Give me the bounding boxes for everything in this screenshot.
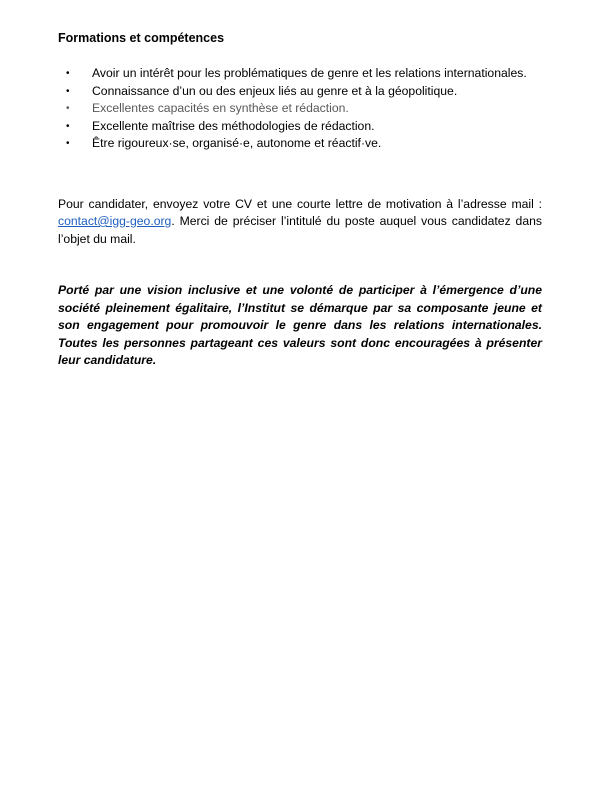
- list-item-text: Excellente maîtrise des méthodologies de rédaction.: [92, 118, 375, 133]
- list-item-text: Connaissance d’un ou des enjeux liés au genre et à la géopolitique.: [92, 83, 458, 98]
- skills-list: [58, 65, 542, 153]
- bullet-icon: •: [66, 68, 70, 79]
- application-text-before: Pour candidater, envoyez votre CV et une courte lettre de motivation à l’adresse mail :: [58, 196, 542, 211]
- bullet-icon: •: [66, 120, 70, 132]
- email-link[interactable]: contact@igg-geo.org: [58, 214, 172, 228]
- list-item: [58, 65, 542, 83]
- inclusion-statement: Porté par une vision inclusive et une volonté de participer à l’émergence d’une société pleinement égalitaire, l’Institut se démarque par sa composante jeune et son engagement pour promouvoir le genre dans les relations internationales. Toutes les personnes partageant ces valeurs sont donc encouragées à présenter leur candidature.: [58, 283, 542, 367]
- list-item: [58, 100, 542, 118]
- list-item: [58, 135, 542, 153]
- list-item-text: Être rigoureux·se, organisé·e, autonome et réactif·ve.: [92, 136, 382, 150]
- application-paragraph: [58, 196, 542, 249]
- bullet-icon: •: [66, 85, 70, 97]
- bullet-icon: •: [66, 103, 70, 114]
- application-text-after: . Merci de préciser l’intitulé du poste auquel vous candidatez dans l’objet du mail.: [58, 214, 542, 246]
- document-page: [58, 30, 542, 370]
- list-item: [58, 83, 542, 101]
- list-item-text: Excellentes capacités en synthèse et rédaction.: [92, 101, 349, 115]
- bullet-icon: •: [66, 138, 70, 149]
- list-item: [58, 118, 542, 136]
- list-item-text: Avoir un intérêt pour les problématiques de genre et les relations internationales.: [92, 66, 527, 80]
- section-title: Formations et compétences: [58, 31, 225, 45]
